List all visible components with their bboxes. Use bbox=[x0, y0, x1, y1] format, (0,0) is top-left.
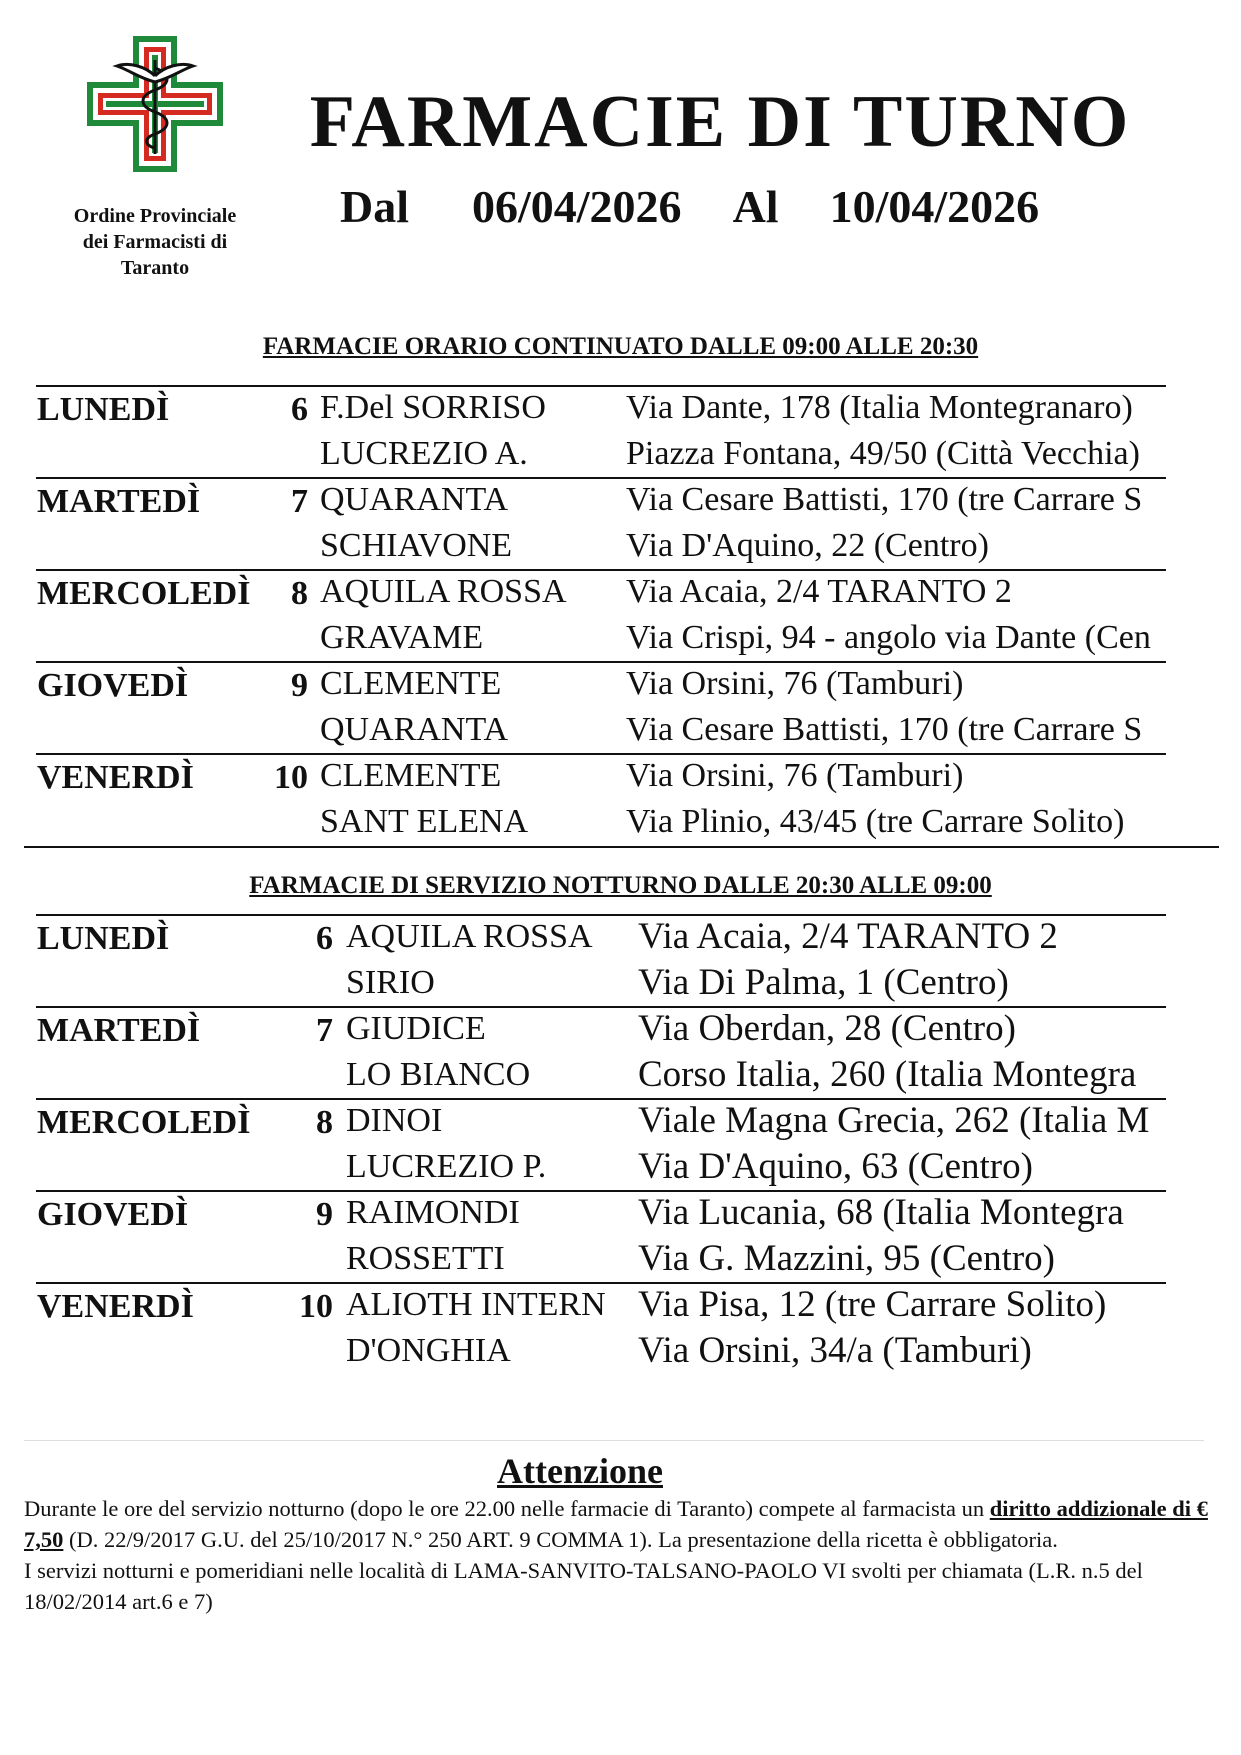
day-name: VENERDÌ bbox=[37, 1288, 194, 1325]
day-row-3 bbox=[0, 569, 1241, 661]
pharmacy-name: DINOI bbox=[346, 1102, 443, 1139]
day-number: 6 bbox=[291, 391, 308, 428]
pharmacy-name: SIRIO bbox=[346, 964, 435, 1001]
range-from: 06/04/2026 bbox=[472, 181, 682, 232]
day-row-1 bbox=[0, 385, 1241, 477]
day-name: LUNEDÌ bbox=[37, 920, 170, 957]
pharmacy-name: SCHIAVONE bbox=[320, 527, 513, 564]
pharmacy-address: Piazza Fontana, 49/50 (Città Vecchia) bbox=[626, 435, 1140, 472]
pharmacy-name: LUCREZIO P. bbox=[346, 1148, 547, 1185]
day-name: GIOVEDÌ bbox=[37, 667, 189, 704]
section-divider bbox=[24, 846, 1219, 848]
notice-paragraph-1 bbox=[24, 1493, 1214, 1555]
pharmacy-address: Via D'Aquino, 22 (Centro) bbox=[626, 527, 989, 564]
page-title: FARMACIE DI TURNO bbox=[309, 81, 1131, 163]
pharmacy-address: Via Cesare Battisti, 170 (tre Carrare S bbox=[626, 711, 1143, 748]
pharmacy-address: Via Dante, 178 (Italia Montegranaro) bbox=[626, 389, 1133, 426]
org-line-2: dei Farmacisti di bbox=[82, 231, 228, 253]
day-number: 6 bbox=[316, 920, 333, 957]
pharmacy-address: Corso Italia, 260 (Italia Montegra bbox=[638, 1054, 1137, 1095]
day-number: 10 bbox=[299, 1288, 333, 1325]
pharmacy-address: Via Lucania, 68 (Italia Montegra bbox=[638, 1192, 1124, 1233]
pharmacy-name: AQUILA ROSSA bbox=[346, 918, 593, 955]
day-section-title: FARMACIE ORARIO CONTINUATO DALLE 09:00 ALLE 20:30 bbox=[262, 333, 979, 360]
org-name bbox=[45, 203, 265, 281]
notice-paragraph-2: I servizi notturni e pomeridiani nelle località di LAMA-SANVITO-TALSANO-PAOLO VI svolti per chiamata (L.R. n.5 del 18/02/2014 art.6 e 7) bbox=[24, 1558, 1143, 1614]
org-line-1: Ordine Provinciale bbox=[73, 205, 237, 227]
pharmacy-address: Via Acaia, 2/4 TARANTO 2 bbox=[638, 916, 1058, 957]
pharmacy-address: Via Cesare Battisti, 170 (tre Carrare S bbox=[626, 481, 1143, 518]
pharmacy-name: QUARANTA bbox=[320, 711, 509, 748]
day-name: GIOVEDÌ bbox=[37, 1196, 189, 1233]
notice-body bbox=[24, 1493, 1214, 1617]
pharmacy-cross-logo bbox=[87, 36, 223, 172]
day-name: MARTEDÌ bbox=[37, 483, 201, 520]
pharmacy-name: LO BIANCO bbox=[346, 1056, 531, 1093]
day-number: 9 bbox=[291, 667, 308, 704]
pharmacy-address: Via Orsini, 34/a (Tamburi) bbox=[638, 1330, 1032, 1371]
pharmacy-name: ROSSETTI bbox=[346, 1240, 505, 1277]
pharmacy-name: AQUILA ROSSA bbox=[320, 573, 567, 610]
night-section-title: FARMACIE DI SERVIZIO NOTTURNO DALLE 20:30 ALLE 09:00 bbox=[249, 872, 992, 899]
notice-title: Attenzione bbox=[497, 1451, 663, 1491]
pharmacy-name: RAIMONDI bbox=[346, 1194, 520, 1231]
day-number: 9 bbox=[316, 1196, 333, 1233]
pharmacy-name: LUCREZIO A. bbox=[320, 435, 528, 472]
day-number: 7 bbox=[291, 483, 308, 520]
pharmacy-name: F.Del SORRISO bbox=[320, 389, 546, 426]
day-number: 10 bbox=[274, 759, 308, 796]
day-row-1 bbox=[0, 914, 1241, 1006]
day-row-2 bbox=[0, 477, 1241, 569]
pharmacy-address: Via Oberdan, 28 (Centro) bbox=[638, 1008, 1016, 1049]
pharmacy-name: CLEMENTE bbox=[320, 665, 502, 702]
range-to: 10/04/2026 bbox=[829, 181, 1040, 232]
pharmacy-address: Via Acaia, 2/4 TARANTO 2 bbox=[626, 573, 1012, 610]
day-row-4 bbox=[0, 1190, 1241, 1282]
day-name: VENERDÌ bbox=[37, 759, 194, 796]
pharmacy-address: Via Pisa, 12 (tre Carrare Solito) bbox=[638, 1284, 1107, 1325]
day-name: MERCOLEDÌ bbox=[37, 575, 251, 612]
day-row-5 bbox=[0, 1282, 1241, 1374]
pharmacy-address: Via Orsini, 76 (Tamburi) bbox=[626, 757, 964, 794]
day-number: 7 bbox=[316, 1012, 333, 1049]
pharmacy-name: CLEMENTE bbox=[320, 757, 502, 794]
org-line-3: Taranto bbox=[120, 257, 190, 279]
pharmacy-address: Via G. Mazzini, 95 (Centro) bbox=[638, 1238, 1055, 1279]
day-name: LUNEDÌ bbox=[37, 391, 170, 428]
day-name: MARTEDÌ bbox=[37, 1012, 201, 1049]
notice-text-b: (D. 22/9/2017 G.U. del 25/10/2017 N.° 250 ART. 9 COMMA 1). La presentazione della ricetta è obbligatoria. bbox=[63, 1527, 1058, 1552]
pharmacy-name: GIUDICE bbox=[346, 1010, 486, 1047]
pharmacy-name: GRAVAME bbox=[320, 619, 484, 656]
pharmacy-name: SANT ELENA bbox=[320, 803, 529, 840]
pharmacy-address: Viale Magna Grecia, 262 (Italia M bbox=[638, 1100, 1150, 1141]
pharmacy-address: Via D'Aquino, 63 (Centro) bbox=[638, 1146, 1033, 1187]
pharmacy-name: ALIOTH INTERN bbox=[346, 1286, 606, 1323]
day-row-2 bbox=[0, 1006, 1241, 1098]
day-number: 8 bbox=[316, 1104, 333, 1141]
pharmacy-address: Via Crispi, 94 - angolo via Dante (Cen bbox=[626, 619, 1151, 656]
range-to-label: Al bbox=[732, 181, 779, 232]
date-range bbox=[340, 181, 1039, 233]
day-row-5 bbox=[0, 753, 1241, 845]
pharmacy-address: Via Orsini, 76 (Tamburi) bbox=[626, 665, 964, 702]
notice-fee: diritto addizionale di € 7,50 bbox=[24, 1496, 1208, 1552]
day-number: 8 bbox=[291, 575, 308, 612]
notice-text-a: Durante le ore del servizio notturno (dopo le ore 22.00 nelle farmacie di Taranto) compete al farmacista un bbox=[24, 1496, 990, 1521]
range-from-label: Dal bbox=[340, 181, 409, 232]
day-name: MERCOLEDÌ bbox=[37, 1104, 251, 1141]
pharmacy-address: Via Di Palma, 1 (Centro) bbox=[638, 962, 1009, 1003]
day-row-3 bbox=[0, 1098, 1241, 1190]
pharmacy-name: QUARANTA bbox=[320, 481, 509, 518]
day-row-4 bbox=[0, 661, 1241, 753]
notice-divider bbox=[24, 1440, 1204, 1441]
pharmacy-address: Via Plinio, 43/45 (tre Carrare Solito) bbox=[626, 803, 1125, 840]
pharmacy-name: D'ONGHIA bbox=[346, 1332, 511, 1369]
